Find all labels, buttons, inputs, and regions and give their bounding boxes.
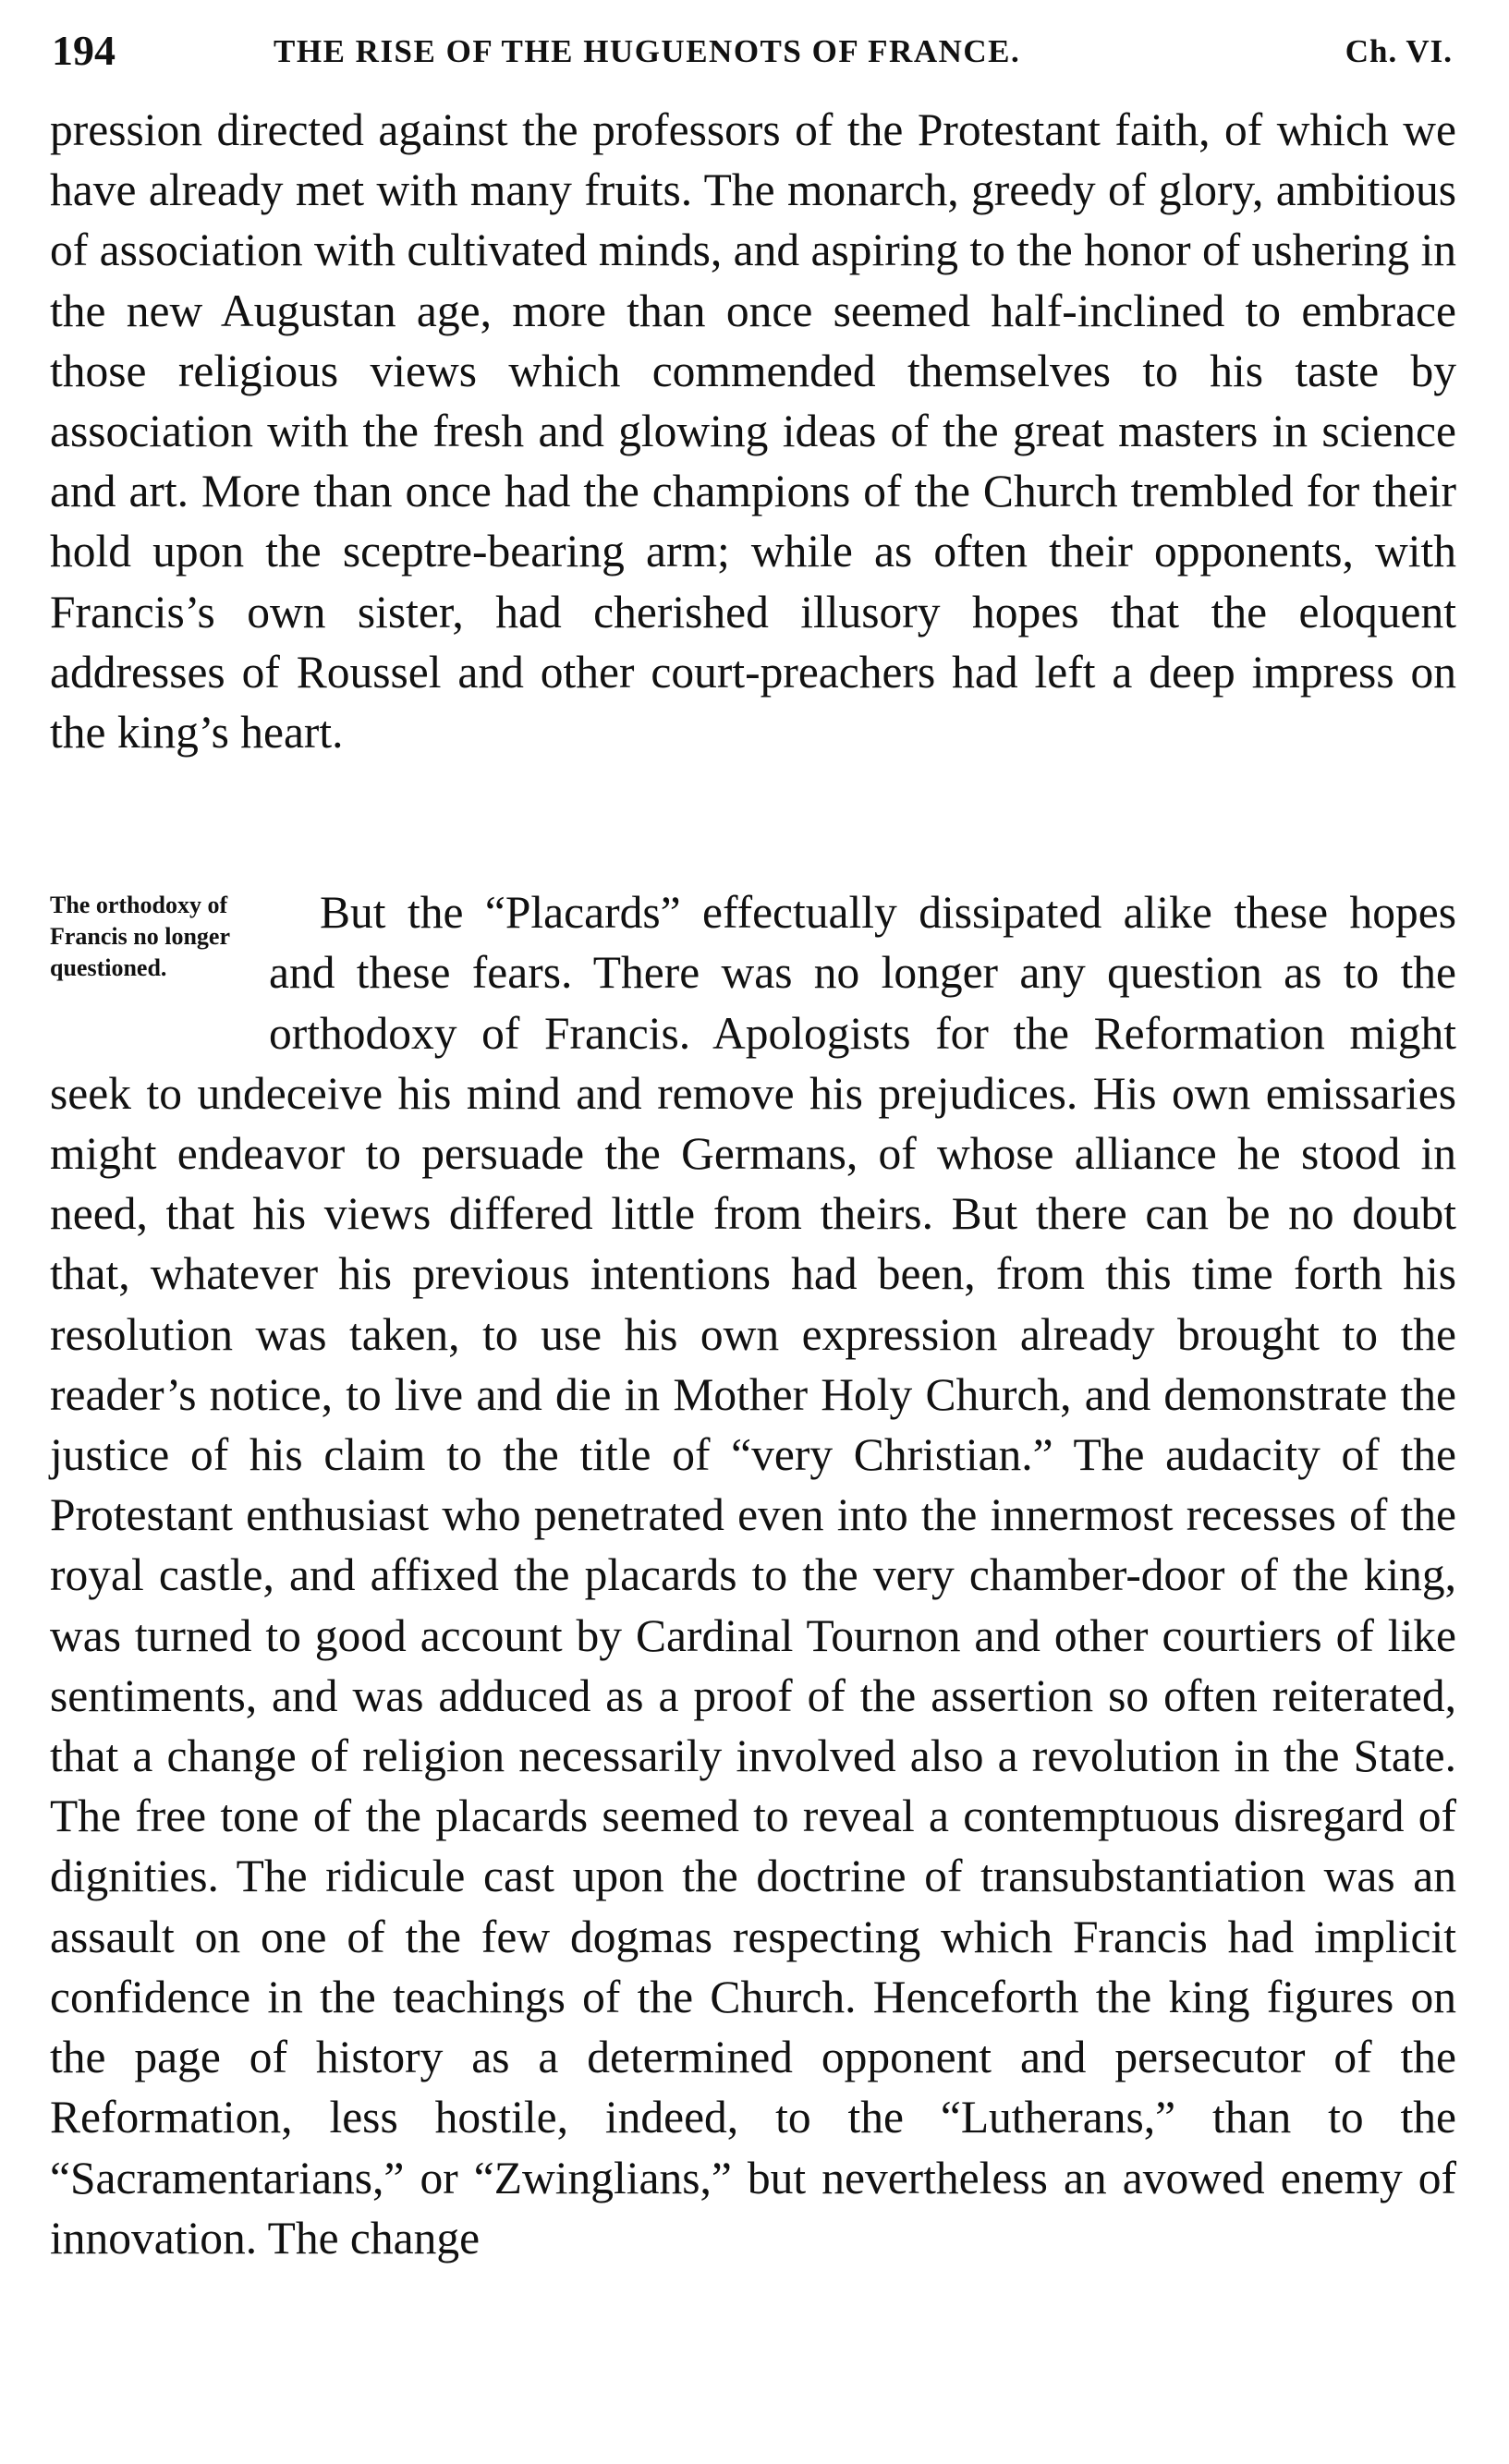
paragraph-2 [50, 882, 1456, 2268]
paragraph-2-text: But the “Placards” effectually dissipated alike these hopes and these fears. There was no longer any question as to the orthodoxy of Francis. Apologists for the Reformation might seek to undeceive his mind and remove his prejudices. His own emissaries might endeavor to persuade the Germans, of whose alliance he stood in need, that his views differed little from theirs. But there can be no doubt that, whatever his previous intentions had been, from this time forth his resolution was taken, to use his own expression already brought to the reader’s notice, to live and die in Mother Holy Church, and demonstrate the justice of his claim to the title of “very Christian.” The audacity of the Protestant enthusiast who penetrated even into the innermost recesses of the royal castle, and affixed the placards to the very chamber-door of the king, was turned to good account by Cardinal Tournon and other courtiers of like sentiments, and was adduced as a proof of the assertion so often reiterated, that a change of religion necessarily involved also a revolution in the State. The free tone of the placards seemed to reveal a contemptuous disregard of dignities. The ridicule cast upon the doctrine of transubstantiation was an assault on one of the few dogmas respecting which Francis had implicit confidence in the teachings of the Church. Henceforth the king figures on the page of history as a determined opponent and persecutor of the Reformation, less hostile, indeed, to the “Lutherans,” than to the “Sacramentarians,” or “Zwinglians,” but nevertheless an avowed enemy of innovation. The change [50, 887, 1456, 2264]
book-page [50, 26, 1456, 2268]
page-number: 194 [52, 27, 116, 74]
margin-sidenote: The orthodoxy of Francis no longer questioned. [50, 892, 230, 982]
chapter-label: Ch. VI. [1345, 33, 1453, 69]
running-title: THE RISE OF THE HUGUENOTS OF FRANCE. [274, 33, 1021, 69]
paragraph-1: pression directed against the professors of the Protestant faith, of which we have already met with many fruits. The monarch, greedy of glory, ambitious of association with cultivated minds, and aspiring to the honor of ushering in the new Augustan age, more than once seemed half-inclined to embrace those religious views which commended themselves to his taste by association with the fresh and glowing ideas of the great masters in science and art. More than once had the champions of the Church trembled for their hold upon the sceptre-bearing arm; while as often their opponents, with Francis’s own sister, had cherished illusory hopes that the eloquent addresses of Roussel and other court-preachers had left a deep impress on the king’s heart. [50, 104, 1456, 759]
running-head [50, 26, 1456, 85]
body-text [50, 100, 1456, 2268]
